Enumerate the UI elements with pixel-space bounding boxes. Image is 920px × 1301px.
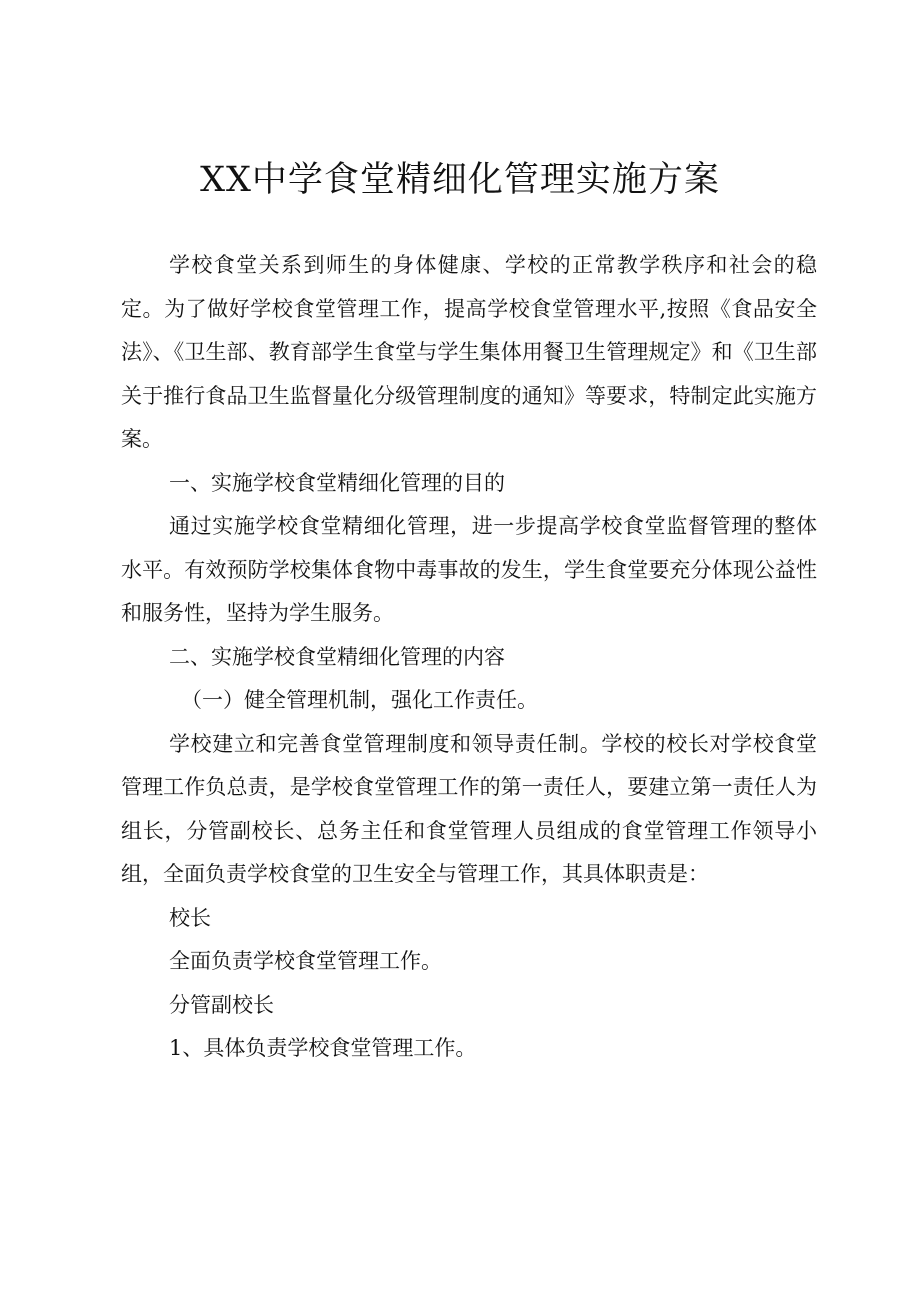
document-title: XX中学食堂精细化管理实施方案	[200, 160, 720, 200]
subsection-heading-mechanism: （一）健全管理机制，强化工作责任。	[181, 688, 538, 712]
duty-principal: 全面负责学校食堂管理工作。	[169, 949, 442, 973]
section-heading-content: 二、实施学校食堂精细化管理的内容	[169, 644, 505, 669]
role-vice-principal: 分管副校长	[169, 992, 274, 1017]
paragraph-purpose: 通过实施学校食堂精细化管理，进一步提高学校食堂监督管理的整体水平。有效预防学校集体食物中毒事故的发生，学生食堂要充分体现公益性和服务性，坚持为学生服务。	[121, 514, 817, 625]
duty-vice-principal-1: 1、具体负责学校食堂管理工作。	[169, 1036, 477, 1060]
document-body	[121, 244, 817, 1071]
role-principal: 校长	[169, 905, 211, 930]
section-heading-purpose: 一、实施学校食堂精细化管理的目的	[169, 470, 505, 495]
paragraph-responsibility: 学校建立和完善食堂管理制度和领导责任制。学校的校长对学校食堂管理工作负总责，是学校食堂管理工作的第一责任人，要建立第一责任人为组长，分管副校长、总务主任和食堂管理人员组成的食堂管理工作领导小组，全面负责学校食堂的卫生安全与管理工作，其具体职责是：	[121, 731, 817, 886]
paragraph-intro: 学校食堂关系到师生的身体健康、学校的正常教学秩序和社会的稳定。为了做好学校食堂管理工作，提高学校食堂管理水平,按照《食品安全法》、《卫生部、教育部学生食堂与学生集体用餐卫生管理规定》和《卫生部关于推行食品卫生监督量化分级管理制度的通知》等要求，特制定此实施方案。	[121, 253, 817, 451]
